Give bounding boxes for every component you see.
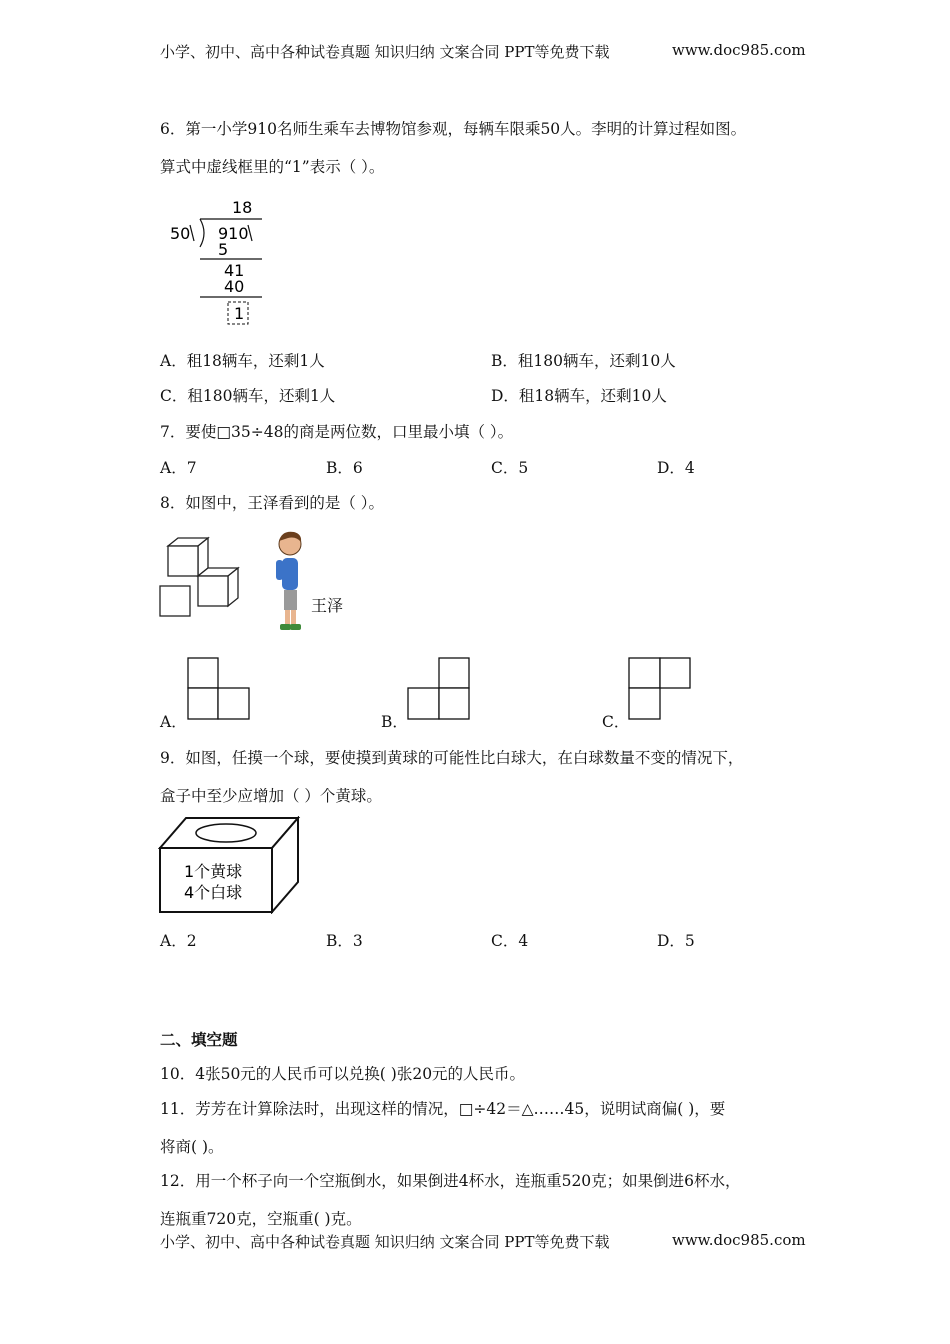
ball-box-figure [158, 816, 302, 914]
q7-option-d[interactable]: D．4 [657, 459, 695, 477]
step3: 40 [224, 277, 245, 296]
q9-option-d[interactable]: D．5 [657, 932, 695, 950]
dividend: 910 [218, 224, 249, 243]
q8-option-c-shape[interactable] [628, 657, 692, 721]
q7-text: 7．要使□35÷48的商是两位数，口里最小填（ ）。 [160, 423, 514, 441]
q6-option-d[interactable]: D．租18辆车，还剩10人 [491, 387, 667, 405]
q7-option-c[interactable]: C．5 [491, 459, 529, 477]
step2: 41 [224, 261, 245, 280]
q8-option-b[interactable]: B． [381, 713, 408, 731]
person-label: 王泽 [311, 596, 344, 615]
q8-option-a-shape[interactable] [187, 657, 251, 721]
boy-wangze-figure [268, 528, 313, 638]
q6-option-b[interactable]: B．租180辆车，还剩10人 [491, 352, 676, 370]
footer-right: www.doc985.com [672, 1231, 806, 1249]
box-line2: 4个白球 [184, 883, 243, 902]
q8-text: 8．如图中，王泽看到的是（ ）。 [160, 494, 385, 512]
long-division-figure [160, 195, 280, 330]
q11-text-line2: 将商( )。 [160, 1138, 224, 1156]
q9-text-line1: 9．如图，任摸一个球，要使摸到黄球的可能性比白球大，在白球数量不变的情况下， [160, 749, 744, 767]
q10-text: 10．4张50元的人民币可以兑换( )张20元的人民币。 [160, 1065, 526, 1083]
q7-option-a[interactable]: A．7 [160, 459, 197, 477]
section-title: 二、填空题 [160, 1031, 238, 1049]
q6-text-line2: 算式中虚线框里的“1”表示（ ）。 [160, 158, 385, 176]
header-right: www.doc985.com [672, 41, 806, 59]
header-left: 小学、初中、高中各种试卷真题 知识归纳 文案合同 PPT等免费下载 [160, 43, 610, 61]
q7-option-b[interactable]: B．6 [326, 459, 363, 477]
q6-option-c[interactable]: C．租180辆车，还剩1人 [160, 387, 336, 405]
q9-option-a[interactable]: A．2 [160, 932, 197, 950]
q8-option-c[interactable]: C． [602, 713, 630, 731]
q6-text-line1: 6．第一小学910名师生乘车去博物馆参观，每辆车限乘50人。李明的计算过程如图。 [160, 120, 747, 138]
q11-text-line1: 11．芳芳在计算除法时，出现这样的情况，□÷42＝△……45，说明试商偏( )，要 [160, 1100, 726, 1118]
q8-option-b-shape[interactable] [407, 657, 471, 721]
cube-stack-figure [158, 536, 242, 618]
step1: 5 [218, 240, 229, 259]
box-line1: 1个黄球 [184, 862, 243, 881]
footer-left: 小学、初中、高中各种试卷真题 知识归纳 文案合同 PPT等免费下载 [160, 1233, 610, 1251]
q12-text-line1: 12．用一个杯子向一个空瓶倒水，如果倒进4杯水，连瓶重520克；如果倒进6杯水， [160, 1172, 741, 1190]
q8-option-a[interactable]: A． [160, 713, 187, 731]
q9-option-b[interactable]: B．3 [326, 932, 363, 950]
q12-text-line2: 连瓶重720克，空瓶重( )克。 [160, 1210, 362, 1228]
divisor: 50 [170, 224, 191, 243]
q9-text-line2: 盒子中至少应增加（ ）个黄球。 [160, 787, 382, 805]
q6-option-a[interactable]: A．租18辆车，还剩1人 [160, 352, 325, 370]
remainder: 1 [234, 304, 245, 323]
q9-option-c[interactable]: C．4 [491, 932, 529, 950]
quotient: 18 [232, 198, 253, 217]
